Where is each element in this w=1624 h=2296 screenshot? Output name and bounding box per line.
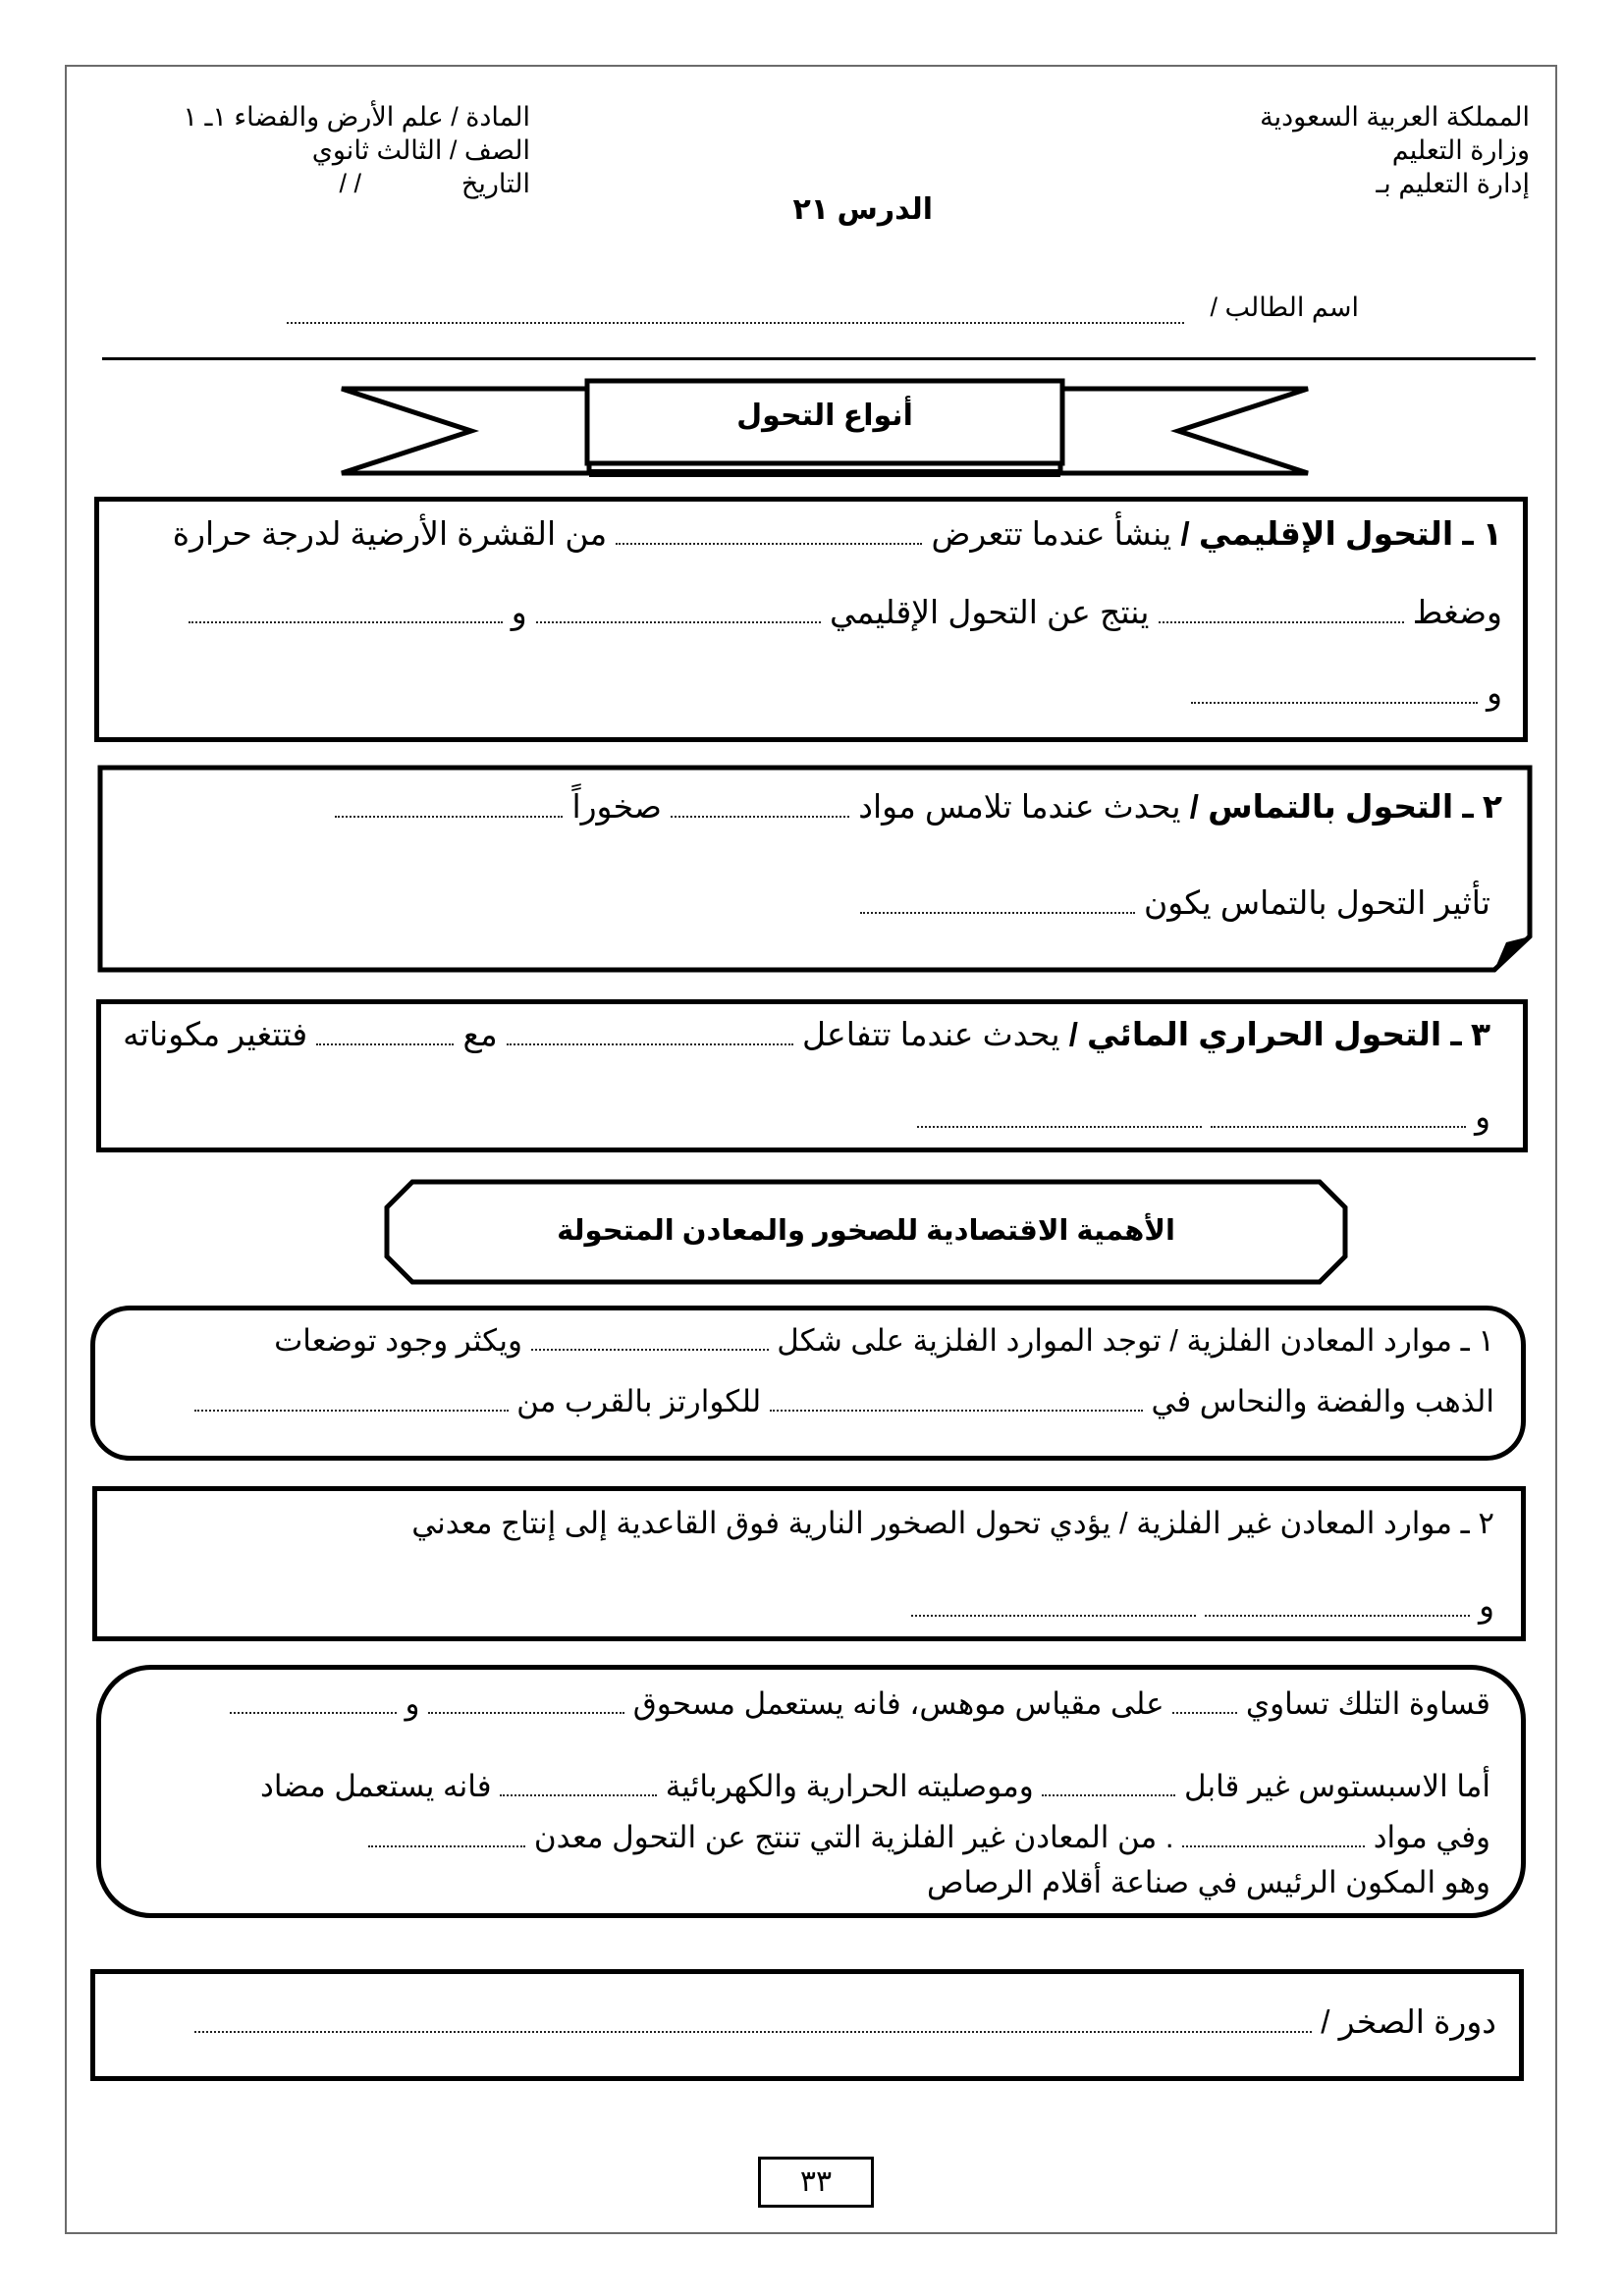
- s2-item3-line3: وفي مواد . من المعادن غير الفلزية التي تنتج عن التحول معدن: [368, 1818, 1490, 1857]
- item3-line2: و: [917, 1097, 1490, 1137]
- item2-line2: تأثير التحول بالتماس يكون: [860, 883, 1490, 923]
- header-left: [98, 100, 530, 200]
- s2-item2-line2: و: [911, 1586, 1494, 1626]
- lesson-number: الدرس ٢١: [792, 193, 933, 226]
- student-name-field[interactable]: [287, 296, 1184, 324]
- page-number: ٣٣: [758, 2157, 874, 2208]
- rock-cycle-line: دورة الصخر /: [194, 2002, 1496, 2042]
- blank[interactable]: [428, 1686, 624, 1714]
- blank[interactable]: [531, 1323, 769, 1351]
- item1-line2: وضغط ينتج عن التحول الإقليمي و: [189, 593, 1502, 632]
- ribbon-right-tail: [1060, 389, 1308, 473]
- item2-line1: ٢ ـ التحول بالتماس / يحدث عندما تلامس مواد صخوراً: [335, 787, 1502, 827]
- item3-line1: ٣ ـ التحول الحراري المائي / يحدث عندما تتفاعل مع فتتغير مكوناته: [123, 1016, 1490, 1052]
- subject: المادة / علم الأرض والفضاء ١ـ ١: [183, 102, 530, 132]
- blank[interactable]: [1172, 1686, 1237, 1714]
- blank[interactable]: [1191, 676, 1478, 704]
- blank[interactable]: [335, 790, 563, 818]
- blank[interactable]: [1205, 1589, 1470, 1617]
- blank[interactable]: [616, 517, 922, 545]
- item1-line3: و: [1191, 673, 1502, 713]
- item2-label: ٢ ـ التحول بالتماس /: [1189, 788, 1502, 825]
- blank[interactable]: [230, 1686, 397, 1714]
- blank[interactable]: [500, 1769, 657, 1796]
- grade: الصف / الثالث ثانوي: [311, 135, 530, 165]
- ribbon-shadow: [589, 469, 1060, 477]
- s2-item2-line1: ٢ ـ موارد المعادن غير الفلزية / يؤدي تحول الصخور النارية فوق القاعدية إلى إنتاج معدني: [411, 1506, 1494, 1540]
- s2-item3-line4: وهو المكون الرئيس في صناعة أقلام الرصاص: [927, 1865, 1490, 1899]
- section-title-types: أنواع التحول: [736, 400, 913, 432]
- blank[interactable]: [917, 1100, 1202, 1128]
- rock-cycle-blank[interactable]: [194, 2005, 1312, 2033]
- blank[interactable]: [194, 1384, 509, 1412]
- kingdom-name: المملكة العربية السعودية: [1260, 102, 1530, 132]
- header-right: [1137, 100, 1530, 200]
- blank[interactable]: [1042, 1769, 1175, 1796]
- item1-line1: ١ ـ التحول الإقليمي / ينشأ عندما تتعرض من القشرة الأرضية لدرجة حرارة: [172, 515, 1502, 552]
- blank[interactable]: [368, 1820, 525, 1847]
- blank[interactable]: [189, 596, 503, 623]
- ribbon-left-tail: [342, 389, 589, 473]
- blank[interactable]: [1182, 1820, 1365, 1847]
- s2-item3-line1: قساوة التلك تساوي على مقياس موهس، فانه يستعمل مسحوق و: [230, 1684, 1490, 1724]
- s2-item1-line2: الذهب والفضة والنحاس في للكوارتز بالقرب من: [194, 1382, 1494, 1421]
- blank[interactable]: [1211, 1100, 1466, 1128]
- header-divider: [102, 357, 1536, 360]
- blank[interactable]: [671, 790, 849, 818]
- blank[interactable]: [507, 1018, 793, 1045]
- section-title-economic: الأهمية الاقتصادية للصخور والمعادن المتحولة: [557, 1215, 1175, 1247]
- item1-label: ١ ـ التحول الإقليمي /: [1180, 515, 1502, 552]
- blank[interactable]: [1159, 596, 1404, 623]
- student-name-label: اسم الطالب /: [1210, 293, 1359, 322]
- blank[interactable]: [770, 1384, 1143, 1412]
- date-label: التاريخ: [460, 169, 530, 198]
- item3-label: ٣ ـ التحول الحراري المائي /: [1068, 1016, 1490, 1052]
- s2-item3-line2: أما الاسبستوس غير قابل وموصليته الحرارية والكهربائية فانه يستعمل مضاد: [260, 1769, 1490, 1803]
- education-admin: إدارة التعليم بـ: [1376, 169, 1530, 198]
- blank[interactable]: [860, 886, 1135, 914]
- blank[interactable]: [911, 1589, 1196, 1617]
- date-slashes: / /: [339, 169, 361, 198]
- blank[interactable]: [536, 596, 821, 623]
- s2-item1-line1: ١ ـ موارد المعادن الفلزية / توجد الموارد الفلزية على شكل ويكثر وجود توضعات: [274, 1323, 1494, 1358]
- blank[interactable]: [316, 1018, 454, 1045]
- ministry-name: وزارة التعليم: [1391, 135, 1530, 165]
